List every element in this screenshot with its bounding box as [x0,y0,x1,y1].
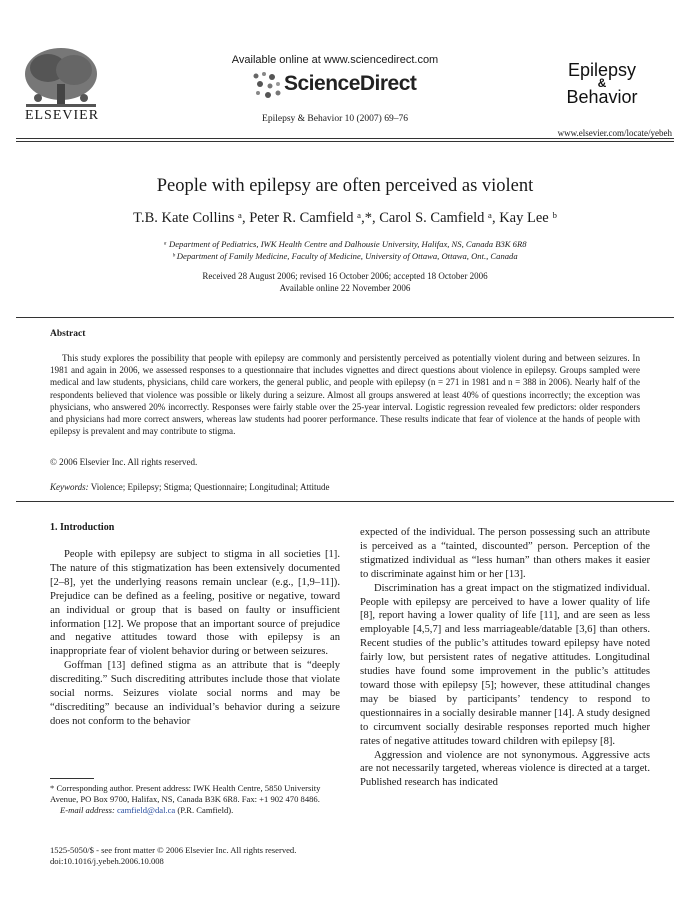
abstract-text: This study explores the possibility that people with epilepsy are commonly and persistently perceived as potentially violent during and between seizures. In 1981 and again in 2006, we assessed responses to a questionnaire that includes vignettes and direct questions about violence in epilepsy. Groups sampled were medical and law students, physicians, child care workers, the general public, and people with epilepsy (n = 271 in 1981 and n = 388 in 2006). Nearly half of the respondents believed that violence was possible or likely during a seizure. Almost all groups answered at least 40% of questions incorrectly; the exception was physicians, who answered 20% incorrectly. Responses were fairly stable over the 25-year interval. Logistic regression revealed few predictors: older responders and physicians had more correct answers, whereas law students had poorer performance. These results indicate that fear of violence at the hands of people with epilepsy is prevalent and may contribute to stigma. [50,353,640,437]
keywords-label: Keywords: [50,482,89,492]
abstract-rule-top [16,317,674,318]
available-online-text: Available online at www.sciencedirect.com [231,54,439,66]
front-matter-info [50,845,296,867]
affiliations [0,238,690,262]
doi-line: doi:10.1016/j.yebeh.2006.10.008 [50,856,164,866]
left-column [50,548,340,729]
header-rule-top [16,138,674,139]
affiliation-b: ᵇ Department of Family Medicine, Faculty of Medicine, University of Ottawa, Ottawa, Ont., Canada [172,251,518,261]
journal-logo-line-2: Behavior [566,87,638,107]
keywords [50,482,329,492]
journal-logo-line-1: Epilepsy [567,60,637,80]
journal-logo-amp: & [597,76,607,90]
abstract-heading: Abstract [50,329,86,339]
article-title: People with epilepsy are often perceived as violent [156,176,534,196]
email-suffix: (P.R. Camfield). [177,805,234,816]
footnote [50,783,340,817]
section-heading-introduction: 1. Introduction [50,522,115,533]
abstract-rule-bottom [16,501,674,502]
keywords-list: Violence; Epilepsy; Stigma; Questionnaire; Longitudinal; Attitude [90,482,330,492]
email-label: E-mail address: [60,805,115,816]
sciencedirect-wordmark: ScienceDirect [284,72,417,95]
body-paragraph: People with epilepsy are subject to stigma in all societies [1]. The nature of this stigmatization has been extensively documented [2–8], yet the underlying reasons remain unclear (e.g., [1,9–11]). Prejudice can be defined as a feeling, positive or negative, toward an individual or group that is based on faulty or insufficient information [12]. We propose that an important source of prejudice and negative attitudes toward those with epilepsy is an inappropriate fear of violent behavior during or between seizures. [50,549,340,658]
right-column [360,526,650,790]
journal-logo [548,62,656,105]
body-paragraph: Goffman [13] defined stigma as an attribute that is “deeply discrediting.” Such discrediting attributes include those that violate social norms. Seizures violate social norms and may be “discrediting” because an individual’s behavior during a seizure does not conform to the behavior [50,660,340,727]
footnote-rule [50,778,94,779]
email-link[interactable]: camfield@dal.ca [116,805,176,816]
body-paragraph: expected of the individual. The person possessing such an attribute is perceived as a “tainted, discounted” person. Perception of the stigmatized individual as “less human” than others makes it easier to discriminate against him or her [13]. [360,527,650,580]
footnote-text: * Corresponding author. Present address: IWK Health Centre, 5850 University Avenue, PO Box 9700, Halifax, NS, Canada B3K 6R8. Fax: +1 902 470 8486. [50,783,321,805]
body-paragraph: Aggression and violence are not synonymous. Aggressive acts are not necessarily targeted, whereas violence is directed at a target. Published research has indicated [360,749,650,789]
footnote-email-line [50,805,340,816]
issn-line: 1525-5050/$ - see front matter © 2006 Elsevier Inc. All rights reserved. [50,845,297,855]
received-dates: Received 28 August 2006; revised 16 October 2006; accepted 18 October 2006 [202,271,488,281]
body-paragraph: Discrimination has a great impact on the stigmatized individual. People with epilepsy are perceived to have a lower quality of life [8], report having a lower quality of life [11], and are seen as less employable [4,5,7] and less marriageable/datable [3,6] than others. Recent studies of the public’s attitudes toward epilepsy have noted fairly low, but persistent rates of negative attitudes. Longitudinal studies have found some improvement in the public’s attitudes toward those with epilepsy [5]; however, these attitudinal changes may be biased by participants’ tendency to respond to questionnaires in a socially desirable manner [14]. A study designed to circumvent socially desirable responses reported much higher rates of negative attitudes toward children with epilepsy [8]. [360,582,650,747]
available-online-date: Available online 22 November 2006 [279,283,411,293]
journal-url[interactable]: www.elsevier.com/locate/yebeh [557,128,672,138]
header-rule-bottom [16,141,674,142]
article-authors: T.B. Kate Collins ᵃ, Peter R. Camfield ᵃ,*, Carol S. Camfield ᵃ, Kay Lee ᵇ [133,210,557,226]
article-dates [0,270,690,294]
abstract-copyright: © 2006 Elsevier Inc. All rights reserved. [50,457,198,467]
affiliation-a: ᵃ Department of Pediatrics, IWK Health Centre and Dalhousie University, Halifax, NS, Canada B3K 6R8 [163,239,527,249]
journal-citation: Epilepsy & Behavior 10 (2007) 69–76 [262,114,408,124]
publisher-name: ELSEVIER [24,108,100,123]
